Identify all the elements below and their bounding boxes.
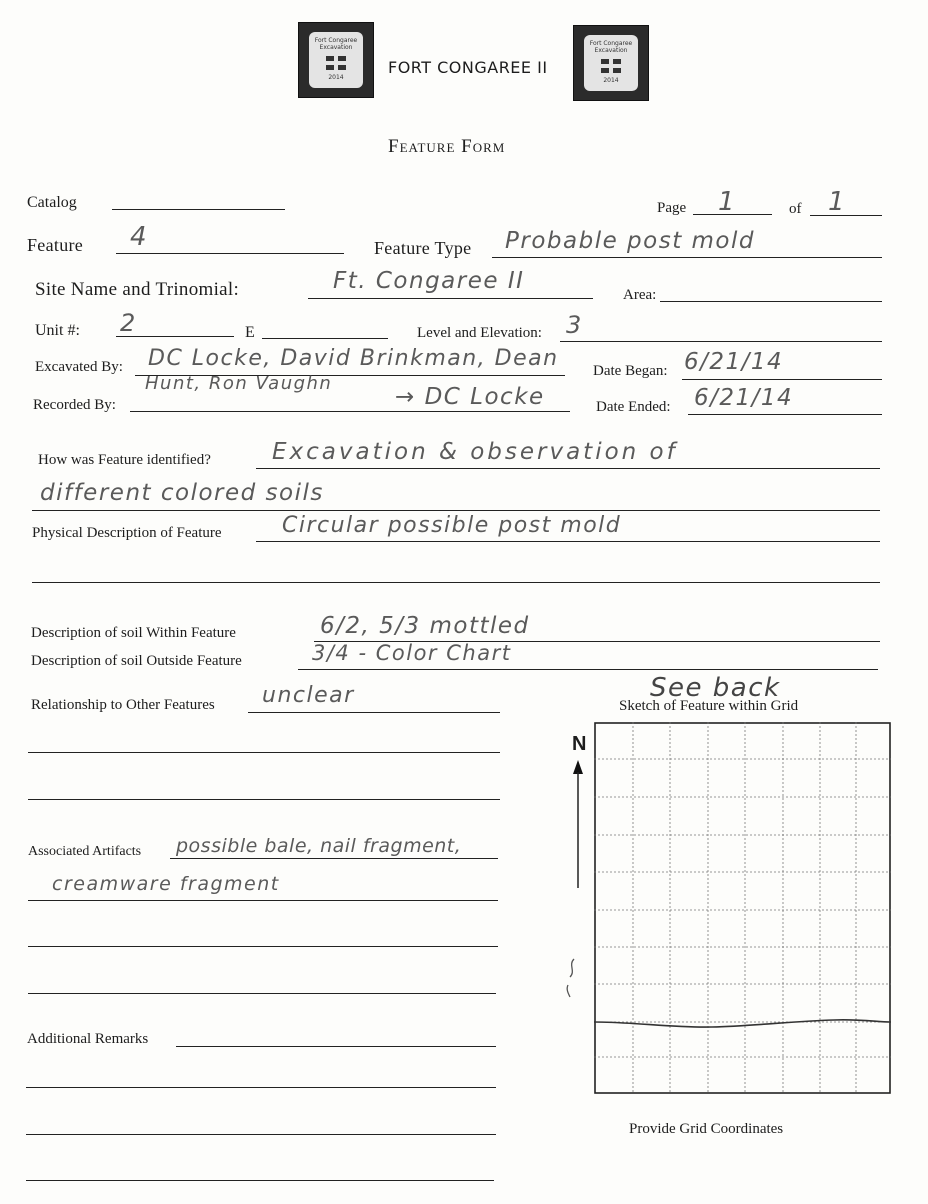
excavated-by-label: Excavated By:: [35, 359, 123, 375]
site-name-label: Site Name and Trinomial:: [35, 279, 240, 300]
feature-value: 4: [130, 222, 149, 252]
level-field[interactable]: [560, 341, 882, 342]
relationship-field-continued[interactable]: [28, 752, 500, 753]
additional-remarks-field-continued[interactable]: [26, 1180, 494, 1181]
fort-logo-left: [298, 22, 374, 98]
additional-remarks-field-continued[interactable]: [26, 1087, 496, 1088]
additional-remarks-field-continued[interactable]: [26, 1134, 496, 1135]
how-identified-value-continued: different colored soils: [40, 480, 324, 506]
unit-value: 2: [120, 309, 137, 337]
level-label: Level and Elevation:: [417, 325, 542, 341]
relationship-label: Relationship to Other Features: [31, 697, 215, 713]
recorded-by-field[interactable]: [130, 411, 570, 412]
feature-label: Feature: [27, 235, 84, 255]
date-began-field[interactable]: [682, 379, 882, 380]
feature-type-label: Feature Type: [374, 238, 472, 258]
page-value: 1: [718, 187, 737, 217]
logo-text-line: Fort Congaree: [589, 40, 633, 47]
catalog-field[interactable]: [112, 209, 285, 210]
additional-remarks-field[interactable]: [176, 1046, 496, 1047]
logo-text-line: Excavation: [594, 47, 628, 54]
soil-outside-label: Description of soil Outside Feature: [31, 653, 242, 669]
physical-description-value: Circular possible post mold: [282, 513, 622, 538]
date-ended-label: Date Ended:: [596, 399, 671, 415]
form-title: Feature Form: [388, 136, 506, 157]
north-arrow-icon: [570, 760, 586, 890]
soil-within-label: Description of soil Within Feature: [31, 625, 236, 641]
logo-text-line: Fort Congaree: [314, 37, 358, 44]
recorded-by-value: → DC Locke: [395, 384, 545, 410]
soil-within-value: 6/2, 5/3 mottled: [320, 613, 530, 639]
north-label: N: [572, 733, 587, 755]
physical-description-label: Physical Description of Feature: [32, 525, 222, 541]
e-label: E: [245, 324, 255, 341]
date-began-label: Date Began:: [593, 363, 668, 379]
of-value: 1: [828, 187, 847, 217]
feature-type-value: Probable post mold: [505, 228, 755, 254]
see-back-note: See back: [650, 673, 781, 703]
date-began-value: 6/21/14: [684, 349, 784, 375]
associated-artifacts-label: Associated Artifacts: [28, 844, 142, 859]
logo-text-line: 2014: [328, 74, 344, 81]
sketch-grid[interactable]: [594, 722, 891, 1094]
how-identified-field[interactable]: [256, 468, 880, 469]
page-label: Page: [657, 200, 687, 216]
date-ended-field[interactable]: [688, 414, 882, 415]
fort-logo-right: [573, 25, 649, 101]
logo-text-line: 2014: [603, 77, 619, 84]
physical-description-field[interactable]: [256, 541, 880, 542]
associated-artifacts-field-continued[interactable]: [28, 993, 496, 994]
unit-label: Unit #:: [35, 322, 80, 339]
of-label: of: [789, 201, 802, 217]
recorded-by-label: Recorded By:: [33, 397, 116, 413]
level-value: 3: [566, 311, 583, 339]
associated-artifacts-value: possible bale, nail fragment,: [176, 835, 462, 857]
how-identified-label: How was Feature identified?: [38, 452, 211, 468]
physical-description-field-continued[interactable]: [32, 582, 880, 583]
logo-text-line: Excavation: [319, 44, 353, 51]
how-identified-value: Excavation & observation of: [272, 439, 678, 465]
union-flag-icon: [326, 56, 346, 70]
associated-artifacts-value-continued: creamware fragment: [52, 873, 280, 895]
catalog-label: Catalog: [27, 194, 77, 211]
soil-outside-value: 3/4 - Color Chart: [312, 641, 512, 665]
additional-remarks-label: Additional Remarks: [27, 1031, 149, 1047]
relationship-value: unclear: [262, 683, 355, 708]
soil-outside-field[interactable]: [298, 669, 878, 670]
site-name-value: Ft. Congaree II: [333, 268, 525, 294]
excavated-by-value-continued: Hunt, Ron Vaughn: [145, 373, 333, 394]
union-flag-icon: [601, 59, 621, 73]
feature-field[interactable]: [116, 253, 344, 254]
associated-artifacts-field-continued[interactable]: [28, 900, 498, 901]
excavated-by-value: DC Locke, David Brinkman, Dean: [148, 346, 559, 371]
pencil-mark-icon: [562, 955, 582, 1000]
area-label: Area:: [623, 287, 657, 303]
associated-artifacts-field[interactable]: [170, 858, 498, 859]
relationship-field[interactable]: [248, 712, 500, 713]
date-ended-value: 6/21/14: [694, 385, 794, 411]
grid-coordinates-note: Provide Grid Coordinates: [629, 1121, 784, 1137]
header-title: FORT CONGAREE II: [388, 58, 548, 77]
feature-type-field[interactable]: [492, 257, 882, 258]
how-identified-field-continued[interactable]: [32, 510, 880, 511]
relationship-field-continued[interactable]: [28, 799, 500, 800]
associated-artifacts-field-continued[interactable]: [28, 946, 498, 947]
area-field[interactable]: [660, 301, 882, 302]
site-name-field[interactable]: [308, 298, 593, 299]
sketch-title: Sketch of Feature within Grid: [619, 698, 799, 714]
e-field[interactable]: [262, 338, 388, 339]
